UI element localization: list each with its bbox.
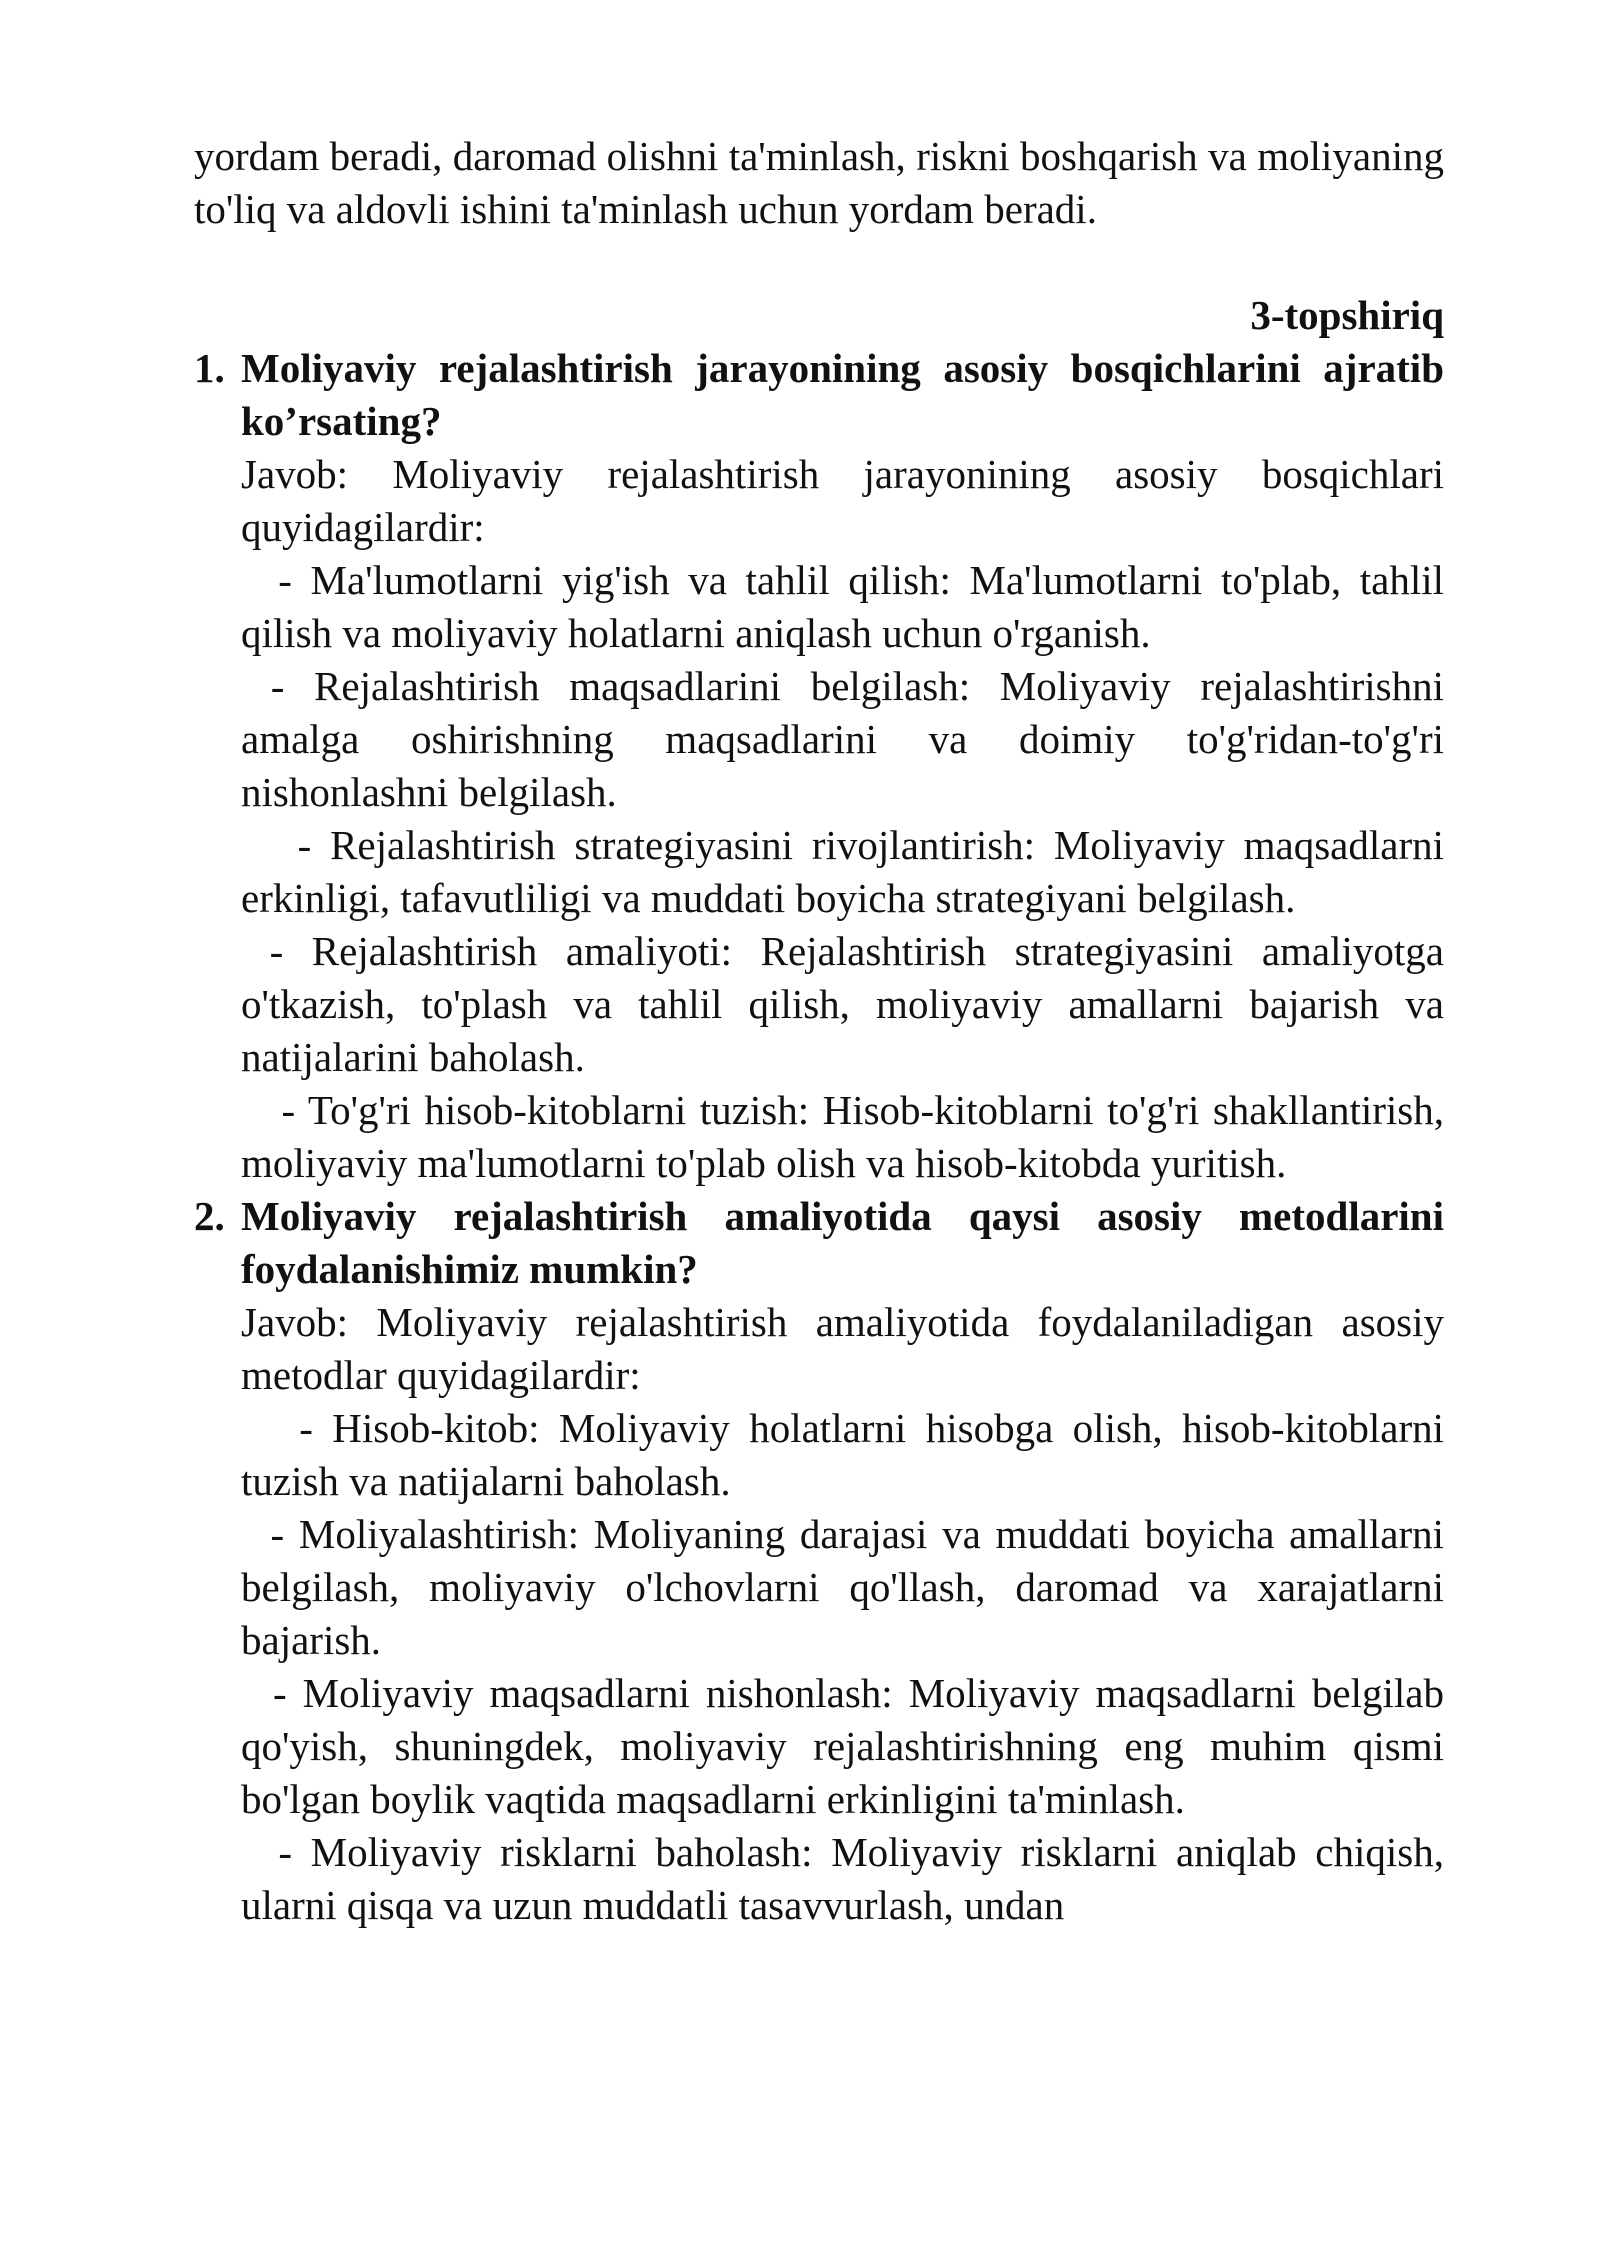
question-number: 2. xyxy=(194,1193,225,1239)
answer-step: - To'g'ri hisob-kitoblarni tuzish: Hisob-kitoblarni to'g'ri shakllantirish, moliyaviy ma'lumotlarni to'plab olish va hisob-kitobda yuritish. xyxy=(241,1087,1444,1186)
question-number: 1. xyxy=(194,345,225,391)
answer-step: - Rejalashtirish maqsadlarini belgilash: Moliyaviy rejalashtirishni amalga oshirishning maqsadlarini va doimiy to'g'ridan-to'g'ri nishonlashni belgilash. xyxy=(241,663,1444,815)
question-list xyxy=(194,342,1444,1932)
answer-step: - Hisob-kitob: Moliyaviy holatlarni hisobga olish, hisob-kitoblarni tuzish va natijalarni baholash. xyxy=(241,1405,1444,1504)
question-title: Moliyaviy rejalashtirish jarayonining asosiy bosqichlarini ajratib ko’rsating? xyxy=(241,345,1444,444)
answer-step: - Rejalashtirish strategiyasini rivojlantirish: Moliyaviy maqsadlarni erkinligi, tafavutliligi va muddati boyicha strategiyani belgilash. xyxy=(241,822,1444,921)
question-item xyxy=(194,1190,1444,1932)
section-heading: 3-topshiriq xyxy=(1250,292,1444,338)
answer-step: - Moliyaviy risklarni baholash: Moliyaviy risklarni aniqlab chiqish, ularni qisqa va uzun muddatli tasavvurlash, undan xyxy=(241,1829,1444,1928)
answer-intro: Javob: Moliyaviy rejalashtirish amaliyotida foydalaniladigan asosiy metodlar quyidagilardir: xyxy=(241,1299,1444,1398)
answer-step: - Ma'lumotlarni yig'ish va tahlil qilish: Ma'lumotlarni to'plab, tahlil qilish va moliyaviy holatlarni aniqlash uchun o'rganish. xyxy=(241,557,1444,656)
question-item xyxy=(194,342,1444,1190)
answer-step: - Moliyaviy maqsadlarni nishonlash: Moliyaviy maqsadlarni belgilab qo'yish, shuningdek, moliyaviy rejalashtirishning eng muhim qismi bo'lgan boylik vaqtida maqsadlarni erkinligini ta'minlash. xyxy=(241,1670,1444,1822)
question-title: Moliyaviy rejalashtirish amaliyotida qaysi asosiy metodlarini foydalanishimiz mumkin? xyxy=(241,1193,1444,1292)
answer-intro: Javob: Moliyaviy rejalashtirish jarayonining asosiy bosqichlari quyidagilardir: xyxy=(241,451,1444,550)
answer-step: - Moliyalashtirish: Moliyaning darajasi va muddati boyicha amallarni belgilash, moliyaviy o'lchovlarni qo'llash, daromad va xarajatlarni bajarish. xyxy=(241,1511,1444,1663)
answer-step: - Rejalashtirish amaliyoti: Rejalashtirish strategiyasini amaliyotga o'tkazish, to'plash va tahlil qilish, moliyaviy amallarni bajarish va natijalarini baholash. xyxy=(241,928,1444,1080)
intro-paragraph: yordam beradi, daromad olishni ta'minlash, riskni boshqarish va moliyaning to'liq va aldovli ishini ta'minlash uchun yordam beradi. xyxy=(194,133,1444,232)
document-page xyxy=(194,130,1444,1932)
